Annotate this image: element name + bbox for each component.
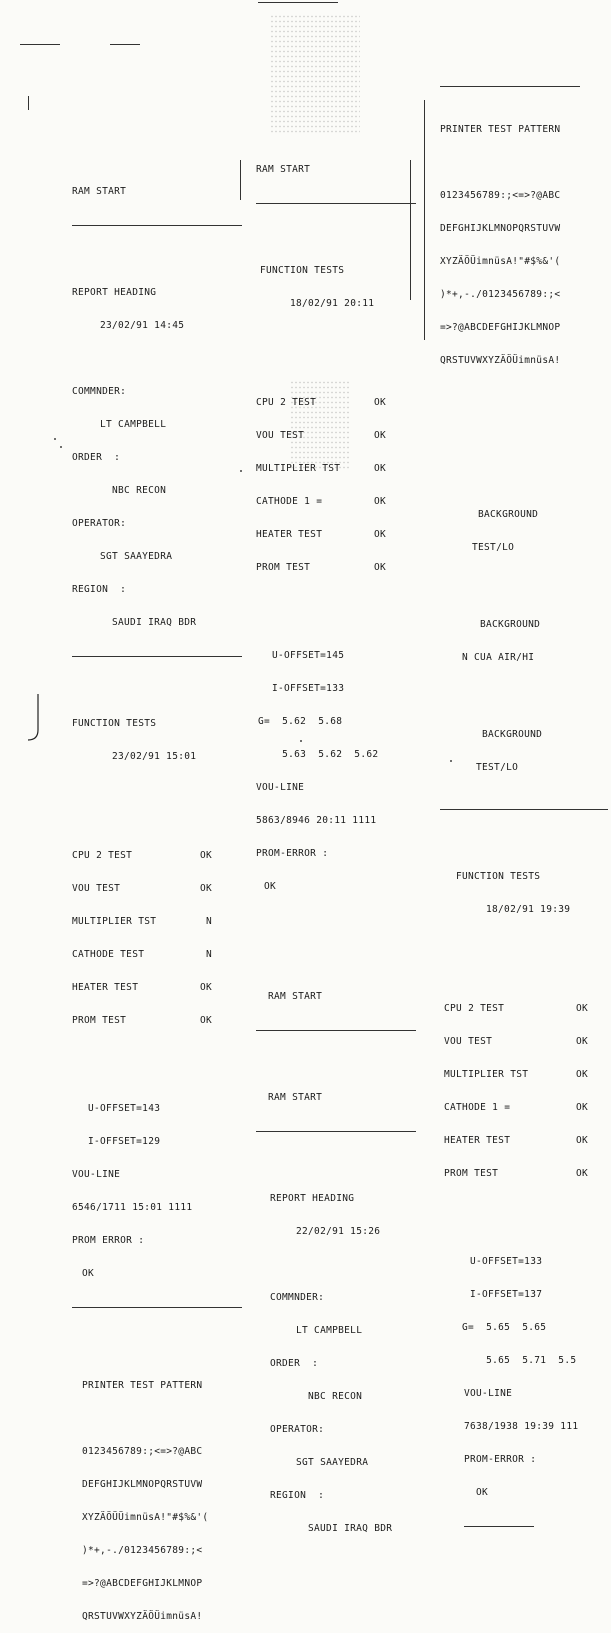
- test-result: OK: [199, 883, 212, 894]
- test-row: [72, 850, 212, 861]
- u-offset: U-OFFSET=145: [272, 650, 345, 661]
- divider: [464, 1526, 534, 1527]
- g-values-row: 5.65 5.71 5.5: [462, 1355, 577, 1366]
- test-result: OK: [199, 982, 212, 993]
- test-result: OK: [575, 1168, 588, 1179]
- background-test-line2: TEST/LO: [476, 762, 519, 773]
- commander-value: LT CAMPBELL: [296, 1325, 363, 1336]
- test-name: VOU TEST: [444, 1036, 493, 1047]
- prom-error-value: OK: [476, 1487, 489, 1498]
- function-tests-date: 18/02/91 20:11: [290, 298, 375, 309]
- test-name: VOU TEST: [256, 430, 305, 441]
- pattern-line: QRSTUVWXYZÄÖÜimnüsA!: [440, 355, 561, 366]
- test-result: OK: [373, 529, 386, 540]
- divider: [72, 656, 242, 657]
- test-name: PROM TEST: [444, 1168, 499, 1179]
- report-heading: REPORT HEADING: [72, 287, 157, 298]
- test-row: [256, 496, 386, 507]
- background-test-line1: BACKGROUND: [478, 509, 539, 520]
- function-tests-heading: FUNCTION TESTS: [72, 718, 157, 729]
- test-name: CATHODE 1 =: [256, 496, 323, 507]
- test-name: MULTIPLIER TST: [72, 916, 157, 927]
- background-test-line2: N CUA AIR/HI: [462, 652, 535, 663]
- vou-line-values: 6546/1711 15:01 1111: [72, 1202, 193, 1213]
- receipt-column-2: [256, 142, 416, 1545]
- margin-rule-top-2: [110, 44, 140, 45]
- pattern-line: XYZÄÖÜimnüsA!"#$%&'(: [440, 256, 561, 267]
- test-results-list: [72, 828, 242, 1048]
- test-row: [72, 982, 212, 993]
- test-result: OK: [575, 1102, 588, 1113]
- margin-vertical-mark: [28, 96, 29, 110]
- vou-line-label: VOU-LINE: [256, 782, 305, 793]
- test-name: HEATER TEST: [444, 1135, 511, 1146]
- divider: [256, 1030, 416, 1031]
- background-test-line1: BACKGROUND: [480, 619, 541, 630]
- report-date: 22/02/91 15:26: [296, 1226, 381, 1237]
- u-offset: U-OFFSET=143: [88, 1103, 161, 1114]
- operator-value: SGT SAAYEDRA: [100, 551, 173, 562]
- test-result: OK: [199, 850, 212, 861]
- vou-line-values: 5863/8946 20:11 1111: [256, 815, 377, 826]
- column3-left-rule: [424, 100, 425, 340]
- function-tests-heading: FUNCTION TESTS: [456, 871, 541, 882]
- test-row: [444, 1168, 588, 1179]
- prom-error-value: OK: [82, 1268, 95, 1279]
- scan-speck: [60, 446, 62, 448]
- test-row: [444, 1135, 588, 1146]
- test-row: [72, 883, 212, 894]
- scan-noise-center: [270, 14, 360, 134]
- test-name: CATHODE TEST: [72, 949, 145, 960]
- test-row: [444, 1069, 588, 1080]
- pattern-line: 0123456789:;<=>?@ABC: [440, 190, 561, 201]
- divider: [72, 1307, 242, 1308]
- scan-speck: [54, 438, 56, 440]
- margin-rule-top: [20, 44, 60, 45]
- test-row: [72, 1015, 212, 1026]
- region-value: SAUDI IRAQ BDR: [308, 1523, 393, 1534]
- function-tests-date: 18/02/91 19:39: [486, 904, 571, 915]
- page-top-rule: [258, 2, 338, 3]
- printer-test-heading: PRINTER TEST PATTERN: [82, 1380, 203, 1391]
- ram-start-label: RAM START: [72, 186, 127, 197]
- ram-start-label: RAM START: [268, 991, 323, 1002]
- order-value: NBC RECON: [112, 485, 167, 496]
- test-row: [256, 430, 386, 441]
- commander-label: COMMNDER:: [270, 1292, 325, 1303]
- operator-label: OPERATOR:: [72, 518, 127, 529]
- test-row: [256, 562, 386, 573]
- prom-error-label: PROM-ERROR :: [256, 848, 329, 859]
- pattern-line: QRSTUVWXYZÄÖÜimnüsA!: [82, 1611, 203, 1622]
- g-values-row: G= 5.65 5.65: [462, 1322, 547, 1333]
- test-name: CATHODE 1 =: [444, 1102, 511, 1113]
- prom-error-label: PROM-ERROR :: [464, 1454, 537, 1465]
- divider: [256, 1131, 416, 1132]
- order-value: NBC RECON: [308, 1391, 363, 1402]
- test-name: CPU 2 TEST: [72, 850, 133, 861]
- pattern-line: =>?@ABCDEFGHIJKLMNOP: [440, 322, 561, 333]
- pattern-line: XYZÄÖÜÜimnüsA!"#$%&'(: [82, 1512, 209, 1523]
- pattern-line: DEFGHIJKLMNOPQRSTUVW: [82, 1479, 203, 1490]
- prom-error-value: OK: [264, 881, 277, 892]
- divider: [440, 809, 608, 810]
- commander-label: COMMNDER:: [72, 386, 127, 397]
- test-row: [444, 1036, 588, 1047]
- test-row: [256, 463, 386, 474]
- operator-label: OPERATOR:: [270, 1424, 325, 1435]
- divider: [72, 225, 242, 226]
- test-result: OK: [373, 496, 386, 507]
- order-label: ORDER :: [270, 1358, 319, 1369]
- test-result: OK: [373, 397, 386, 408]
- printer-test-heading: PRINTER TEST PATTERN: [440, 124, 561, 135]
- pattern-line: 0123456789:;<=>?@ABC: [82, 1446, 203, 1457]
- test-row: [72, 949, 212, 960]
- receipt-column-1: [72, 164, 242, 1633]
- pattern-line: )*+,-./0123456789:;<: [440, 289, 561, 300]
- test-row: [444, 1003, 588, 1014]
- region-value: SAUDI IRAQ BDR: [112, 617, 197, 628]
- i-offset: I-OFFSET=137: [470, 1289, 543, 1300]
- divider: [256, 203, 416, 204]
- pattern-line: )*+,-./0123456789:;<: [82, 1545, 203, 1556]
- column3-top-rule: [440, 86, 580, 87]
- test-results-list: [440, 981, 608, 1201]
- test-name: CPU 2 TEST: [256, 397, 317, 408]
- test-result: OK: [199, 1015, 212, 1026]
- test-name: PROM TEST: [72, 1015, 127, 1026]
- test-name: MULTIPLIER TST: [256, 463, 341, 474]
- test-result: OK: [575, 1135, 588, 1146]
- test-result: OK: [373, 562, 386, 573]
- region-label: REGION :: [72, 584, 127, 595]
- test-result: OK: [373, 463, 386, 474]
- i-offset: I-OFFSET=129: [88, 1136, 161, 1147]
- test-name: HEATER TEST: [72, 982, 139, 993]
- test-name: PROM TEST: [256, 562, 311, 573]
- ram-start-label: RAM START: [256, 164, 311, 175]
- u-offset: U-OFFSET=133: [470, 1256, 543, 1267]
- test-result: OK: [373, 430, 386, 441]
- g-values-row: 5.63 5.62 5.62: [258, 749, 379, 760]
- ram-start-label: RAM START: [268, 1092, 323, 1103]
- pattern-line: DEFGHIJKLMNOPQRSTUVW: [440, 223, 561, 234]
- vou-line-label: VOU-LINE: [464, 1388, 513, 1399]
- binder-hook-mark: [18, 690, 58, 750]
- test-row: [256, 529, 386, 540]
- vou-line-values: 7638/1938 19:39 111: [464, 1421, 579, 1432]
- test-row: [72, 916, 212, 927]
- function-tests-date: 23/02/91 15:01: [112, 751, 197, 762]
- background-test-line1: BACKGROUND: [482, 729, 543, 740]
- i-offset: I-OFFSET=133: [272, 683, 345, 694]
- commander-value: LT CAMPBELL: [100, 419, 167, 430]
- order-label: ORDER :: [72, 452, 121, 463]
- test-results-list: [256, 375, 416, 595]
- receipt-column-3: [440, 102, 608, 1544]
- test-result: OK: [575, 1069, 588, 1080]
- prom-error-label: PROM ERROR :: [72, 1235, 145, 1246]
- test-result: OK: [575, 1036, 588, 1047]
- test-name: MULTIPLIER TST: [444, 1069, 529, 1080]
- test-result: OK: [575, 1003, 588, 1014]
- function-tests-heading: FUNCTION TESTS: [260, 265, 345, 276]
- test-name: CPU 2 TEST: [444, 1003, 505, 1014]
- test-result: N: [205, 949, 212, 960]
- region-label: REGION :: [270, 1490, 325, 1501]
- test-result: N: [205, 916, 212, 927]
- g-values-row: G= 5.62 5.68: [258, 716, 343, 727]
- report-date: 23/02/91 14:45: [100, 320, 185, 331]
- test-row: [444, 1102, 588, 1113]
- test-row: [256, 397, 386, 408]
- test-name: HEATER TEST: [256, 529, 323, 540]
- vou-line-label: VOU-LINE: [72, 1169, 121, 1180]
- report-heading: REPORT HEADING: [270, 1193, 355, 1204]
- test-name: VOU TEST: [72, 883, 121, 894]
- background-test-line2: TEST/LO: [472, 542, 515, 553]
- pattern-line: =>?@ABCDEFGHIJKLMNOP: [82, 1578, 203, 1589]
- operator-value: SGT SAAYEDRA: [296, 1457, 369, 1468]
